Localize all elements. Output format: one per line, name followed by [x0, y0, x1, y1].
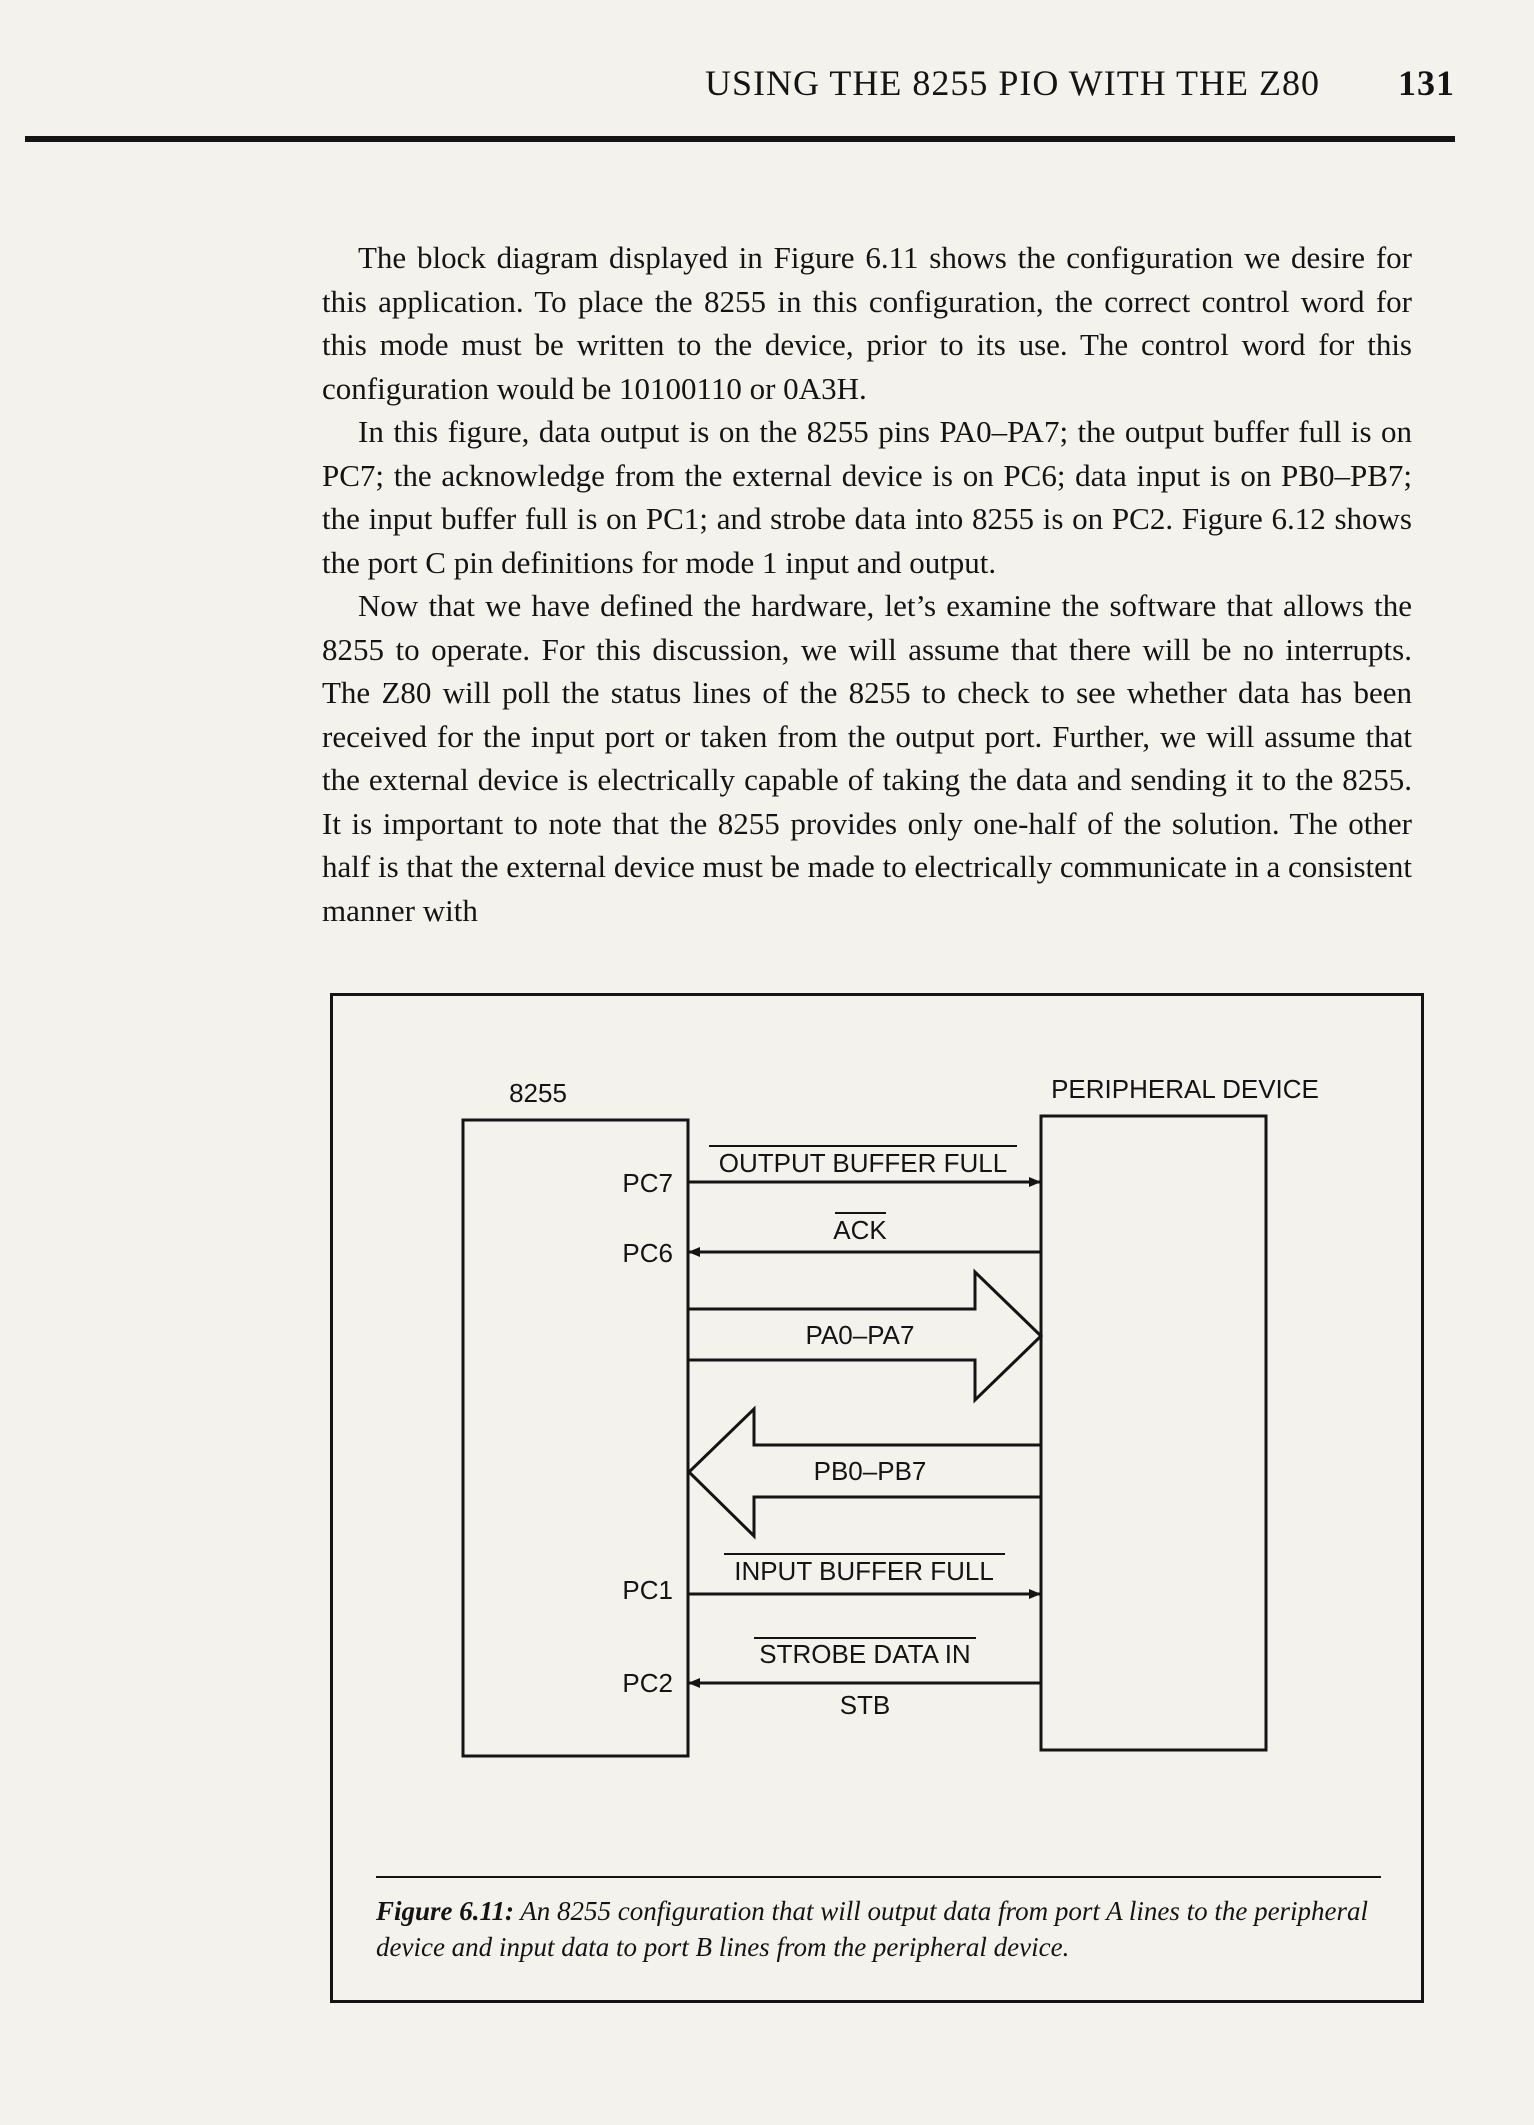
- pin-pc2: PC2: [622, 1668, 673, 1698]
- paragraph-2: In this figure, data output is on the 8255 pins PA0–PA7; the output buffer full is on PC7; the acknowledge from the external device is on PC6; data input is on PB0–PB7; the input buffer full is on PC1; and strobe data into 8255 is on PC2. Figure 6.12 shows the port C pin definitions for mode 1 input and output.: [322, 414, 1412, 580]
- body-text: [322, 236, 1412, 932]
- signal-pa-bus: PA0–PA7: [805, 1320, 915, 1350]
- block-peripheral-device: [1041, 1116, 1266, 1750]
- signal-stb: STB: [839, 1690, 891, 1720]
- pin-pc7: PC7: [622, 1168, 673, 1198]
- pin-pc1: PC1: [622, 1575, 673, 1605]
- caption-label: Figure 6.11:: [376, 1896, 515, 1926]
- signal-strobe-data-in: STROBE DATA IN: [759, 1639, 971, 1669]
- signal-input-buffer-full: INPUT BUFFER FULL: [734, 1556, 994, 1586]
- paragraph-3: Now that we have defined the hardware, let’s examine the software that allows the 8255 to operate. For this discussion, we will assume that there will be no interrupts. The Z80 will poll the status lines of the 8255 to check to see whether data has been received for the input port or taken from the output port. Further, we will assume that the external device is electrically capable of taking the data and sending it to the 8255. It is important to note that the 8255 provides only one-half of the solution. The other half is that the external device must be made to electrically communicate in a consistent manner with: [322, 588, 1412, 928]
- signal-ack: ACK: [833, 1215, 887, 1245]
- running-header: [0, 62, 1455, 104]
- signal-pb-bus: PB0–PB7: [813, 1456, 927, 1486]
- page-number: 131: [1398, 63, 1455, 103]
- block-diagram: [333, 996, 1421, 1866]
- caption-text: An 8255 configuration that will output data from port A lines to the peripheral device and input data to port B lines from the peripheral device.: [376, 1896, 1369, 1962]
- header-rule: [25, 136, 1455, 142]
- running-title: USING THE 8255 PIO WITH THE Z80: [705, 63, 1320, 103]
- signal-output-buffer-full: OUTPUT BUFFER FULL: [718, 1148, 1008, 1178]
- left-block-label: 8255: [509, 1078, 567, 1108]
- right-block-label: PERIPHERAL DEVICE: [1051, 1074, 1319, 1104]
- figure-6-11: [330, 993, 1424, 2003]
- figure-caption: [376, 1893, 1386, 1965]
- caption-rule: [376, 1876, 1381, 1878]
- pin-pc6: PC6: [622, 1238, 673, 1268]
- block-8255: [463, 1120, 688, 1756]
- paragraph-1: The block diagram displayed in Figure 6.11 shows the configuration we desire for this application. To place the 8255 in this configuration, the correct control word for this mode must be written to the device, prior to its use. The control word for this configuration would be 10100110 or 0A3H.: [322, 240, 1412, 406]
